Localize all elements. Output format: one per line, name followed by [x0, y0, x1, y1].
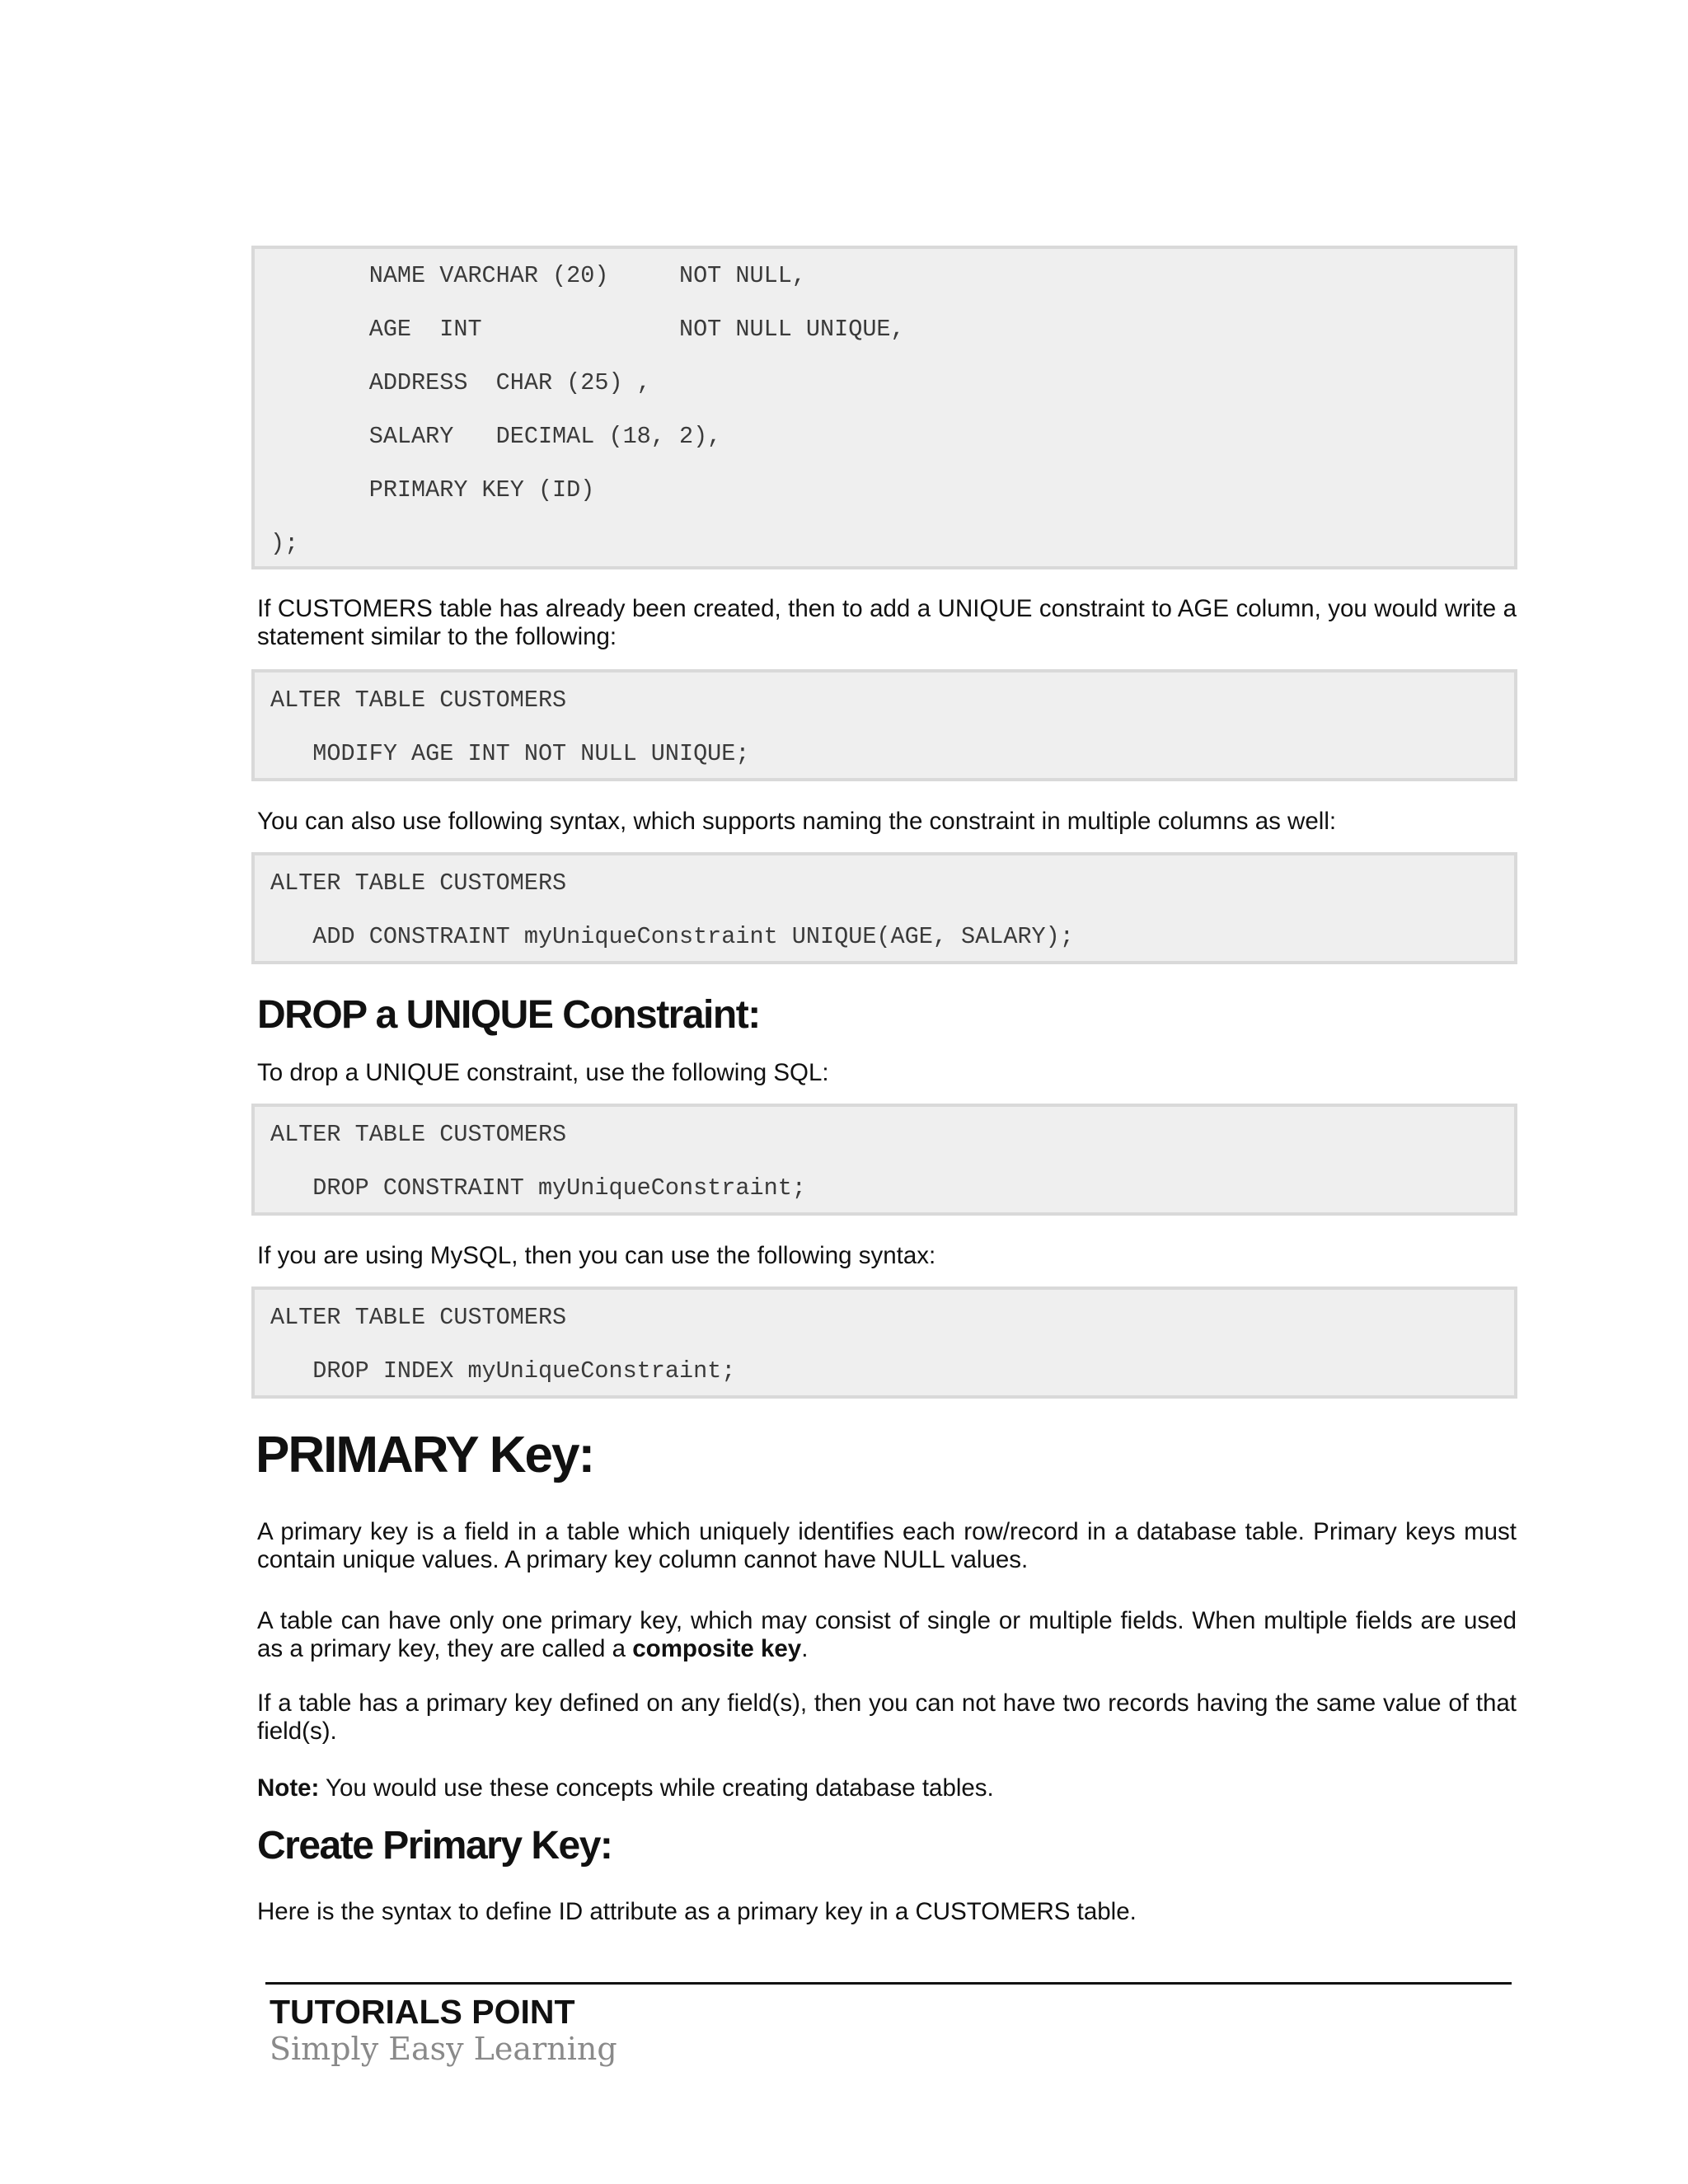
code-block-modify-age	[251, 669, 1517, 781]
code-line: AGE INT NOT NULL UNIQUE,	[270, 316, 905, 343]
note-text: You would use these concepts while creating database tables.	[319, 1774, 994, 1802]
code-line: ALTER TABLE CUSTOMERS	[270, 687, 567, 714]
paragraph-pk-composite	[257, 1607, 1517, 1663]
paragraph-pk-definition: A primary key is a field in a table which uniquely identifies each row/record in a database table. Primary keys must contain unique values. A primary key column cannot have NULL values.	[257, 1518, 1517, 1573]
code-line: MODIFY AGE INT NOT NULL UNIQUE;	[270, 740, 750, 767]
code-line: );	[270, 530, 299, 557]
footer-brand-subtitle: Simply Easy Learning	[270, 2031, 617, 2067]
code-block-create-table-tail	[251, 246, 1517, 569]
code-line: PRIMARY KEY (ID)	[270, 476, 595, 504]
paragraph-mysql-intro: If you are using MySQL, then you can use the following syntax:	[257, 1242, 936, 1269]
paragraph-create-pk-intro: Here is the syntax to define ID attribute as a primary key in a CUSTOMERS table.	[257, 1898, 1137, 1925]
code-line: ADDRESS CHAR (25) ,	[270, 369, 651, 396]
note-label: Note:	[257, 1774, 320, 1802]
code-line: ALTER TABLE CUSTOMERS	[270, 869, 567, 897]
code-line: ADD CONSTRAINT myUniqueConstraint UNIQUE(AGE, SALARY);	[270, 923, 1074, 950]
code-line: DROP INDEX myUniqueConstraint;	[270, 1357, 736, 1385]
code-block-drop-constraint	[251, 1104, 1517, 1216]
heading-create-primary-key: Create Primary Key:	[257, 1824, 612, 1868]
paragraph-note	[257, 1774, 1517, 1802]
pk-composite-end: .	[801, 1635, 809, 1662]
code-line: DROP CONSTRAINT myUniqueConstraint;	[270, 1174, 806, 1202]
paragraph-add-unique: If CUSTOMERS table has already been created, then to add a UNIQUE constraint to AGE column, you would write a statement similar to the following:	[257, 595, 1517, 650]
composite-key-term: composite key	[632, 1635, 802, 1662]
code-block-drop-index	[251, 1286, 1517, 1399]
heading-primary-key: PRIMARY Key:	[256, 1427, 594, 1483]
paragraph-drop-intro: To drop a UNIQUE constraint, use the following SQL:	[257, 1059, 829, 1086]
code-line: SALARY DECIMAL (18, 2),	[270, 423, 722, 450]
paragraph-pk-duplicate: If a table has a primary key defined on any field(s), then you can not have two records having the same value of that field(s).	[257, 1690, 1517, 1745]
code-line: ALTER TABLE CUSTOMERS	[270, 1304, 567, 1331]
footer-rule	[265, 1982, 1512, 1985]
code-block-add-constraint	[251, 852, 1517, 964]
code-line: ALTER TABLE CUSTOMERS	[270, 1121, 567, 1148]
pk-composite-text: A table can have only one primary key, which may consist of single or multiple fields. When multiple fields are used as a primary key, they are called a	[257, 1607, 1517, 1662]
paragraph-naming-syntax: You can also use following syntax, which supports naming the constraint in multiple columns as well:	[257, 808, 1337, 835]
heading-drop-unique: DROP a UNIQUE Constraint:	[257, 993, 760, 1037]
footer-brand-title: TUTORIALS POINT	[270, 1993, 575, 2031]
code-line: NAME VARCHAR (20) NOT NULL,	[270, 262, 806, 289]
